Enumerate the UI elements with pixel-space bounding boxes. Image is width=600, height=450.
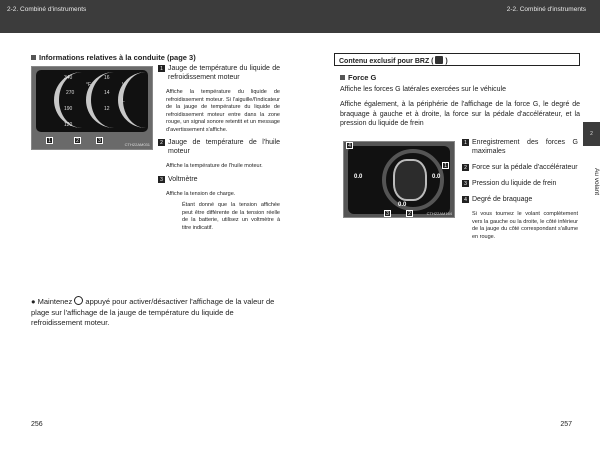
page-number-left: 256 [31, 421, 43, 428]
right-items: 1 Enregistrement des forces G maximales 2 Force sur la pédale d'accélérateur 3 Pression du liquide de frein 4 Degré de braquage Si vous tournez le volant complètement vers la gauche ou la droite, le côté inférieur de la jauge du côté correspondant s'allume en rouge. [462, 138, 578, 245]
page-number-right: 257 [560, 421, 572, 428]
g-force-intro: Affiche les forces G latérales exercées sur le véhicule [340, 86, 507, 93]
voltmeter-note: Étant donné que la tension affichée peut être différente de la tension réelle de la batterie, utilisez un voltmètre à titre indicatif. [182, 202, 280, 231]
brz-icon [435, 56, 443, 64]
display-button-icon [74, 296, 83, 305]
figure-ref: CTH22AM031 [124, 142, 150, 147]
steering-note: Si vous tournez le volant complètement vers la gauche ou la droite, le côté inférieur de la jauge du côté correspondant s'allume en rouge. [472, 211, 578, 240]
callout-1: 1 [46, 137, 53, 144]
dial-callout-1: 1 [442, 162, 449, 169]
dial-callout-4: 4 [346, 142, 353, 149]
item-3-desc: Affiche la tension de charge. [166, 190, 236, 197]
dial-callout-3: 3 [384, 210, 391, 217]
header-right: 2-2. Combiné d'instruments [506, 6, 586, 13]
dial-figure-ref: CTH22AM164 [426, 211, 452, 216]
g-force-detail: Affiche également, à la périphérie de l'affichage de la force G, le degré de braquage à gauche et à droite, la force sur la pédale d'accélérateur, et la pression du liquide de frein [340, 101, 580, 127]
chapter-tab: 2 [583, 122, 600, 146]
dial-callout-2: 2 [406, 210, 413, 217]
left-items: 1 Jauge de température du liquide de refroidissement moteur Affiche la température du liquide de refroidissement moteur. Si l'aiguille/l'indicateur de la jauge de température du liquide de refroidissement moteur entre dans la zone rouge, un signal sonore retentit et un message d'avertissement s'affiche. 2 Jauge de température de l'huile moteur Affiche la température de l'huile moteur. 3 Voltmètre Affiche la tension de charge. Étant donné que la tension affichée peut être différente de la tension réelle de la batterie, utilisez un voltmètre à titre indicatif. [158, 64, 280, 236]
g-force-dial-illustration: 0.0 0.0 0.0 4 1 3 2 CTH22AM164 [343, 141, 455, 218]
callout-2: 2 [74, 137, 81, 144]
brz-exclusive-box: Contenu exclusif pour BRZ ( ) [334, 53, 580, 66]
gauge-illustration: 340 270 190 120 16 14 12 V °F L 1 2 3 CTH22AM031 [31, 66, 153, 150]
section-title: Informations relatives à la conduite (page 3) [31, 53, 196, 62]
item-1-desc: Affiche la température du liquide de refroidissement moteur. Si l'aiguille/l'indicateur de la jauge de température du liquide de refroidissement moteur entre dans la zone rouge, un signal sonore retentit et un message d'avertissement s'affiche. [166, 89, 280, 133]
header-left: 2-2. Combiné d'instruments [7, 6, 87, 13]
chapter-title: Au volant [593, 168, 600, 196]
page-header [0, 0, 600, 33]
g-force-heading: Force G [340, 73, 376, 82]
item-2-desc: Affiche la température de l'huile moteur. [166, 163, 263, 169]
callout-3: 3 [96, 137, 103, 144]
bullet-note: ● Maintenez appuyé pour activer/désactiver l'affichage de la valeur de plage sur l'affichage de la jauge de température du liquide de refroidissement moteur. [31, 297, 275, 327]
